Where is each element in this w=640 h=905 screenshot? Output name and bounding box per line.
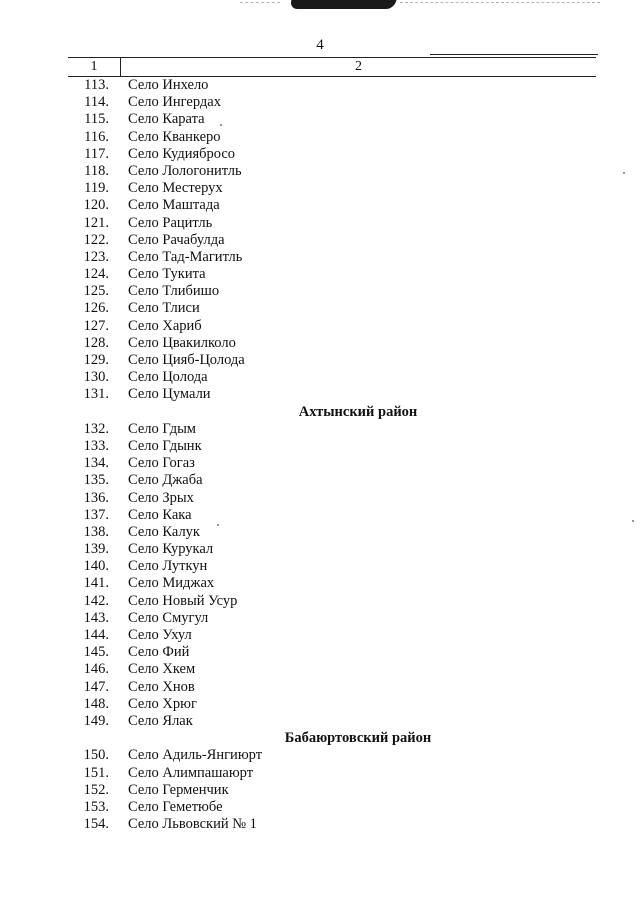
list-item — [0, 180, 640, 197]
list-item — [0, 524, 640, 541]
item-name: Село Ухул — [128, 627, 192, 643]
item-name: Село Герменчик — [128, 781, 229, 798]
list-item — [0, 249, 640, 266]
item-number: 120. — [83, 197, 109, 214]
item-number: 151. — [83, 764, 109, 781]
column-header-name: 2 — [355, 59, 362, 74]
item-number: 127. — [83, 317, 109, 334]
list-item — [0, 472, 640, 489]
list-item — [0, 335, 640, 352]
item-name: Село Лологонитль — [128, 162, 242, 179]
item-number: 119. — [84, 180, 109, 197]
item-number: 118. — [84, 162, 109, 179]
list-item — [0, 713, 640, 730]
page-number: 4 — [316, 37, 324, 53]
list-item — [0, 421, 640, 438]
list-item — [0, 352, 640, 369]
item-number: 134. — [83, 455, 109, 472]
list-item — [0, 266, 640, 283]
item-number: 123. — [83, 248, 109, 265]
list-item — [0, 575, 640, 592]
list-item — [0, 782, 640, 799]
item-number: 121. — [83, 214, 109, 231]
item-number: 114. — [84, 94, 109, 111]
scan-speck — [217, 524, 219, 526]
item-name: Село Хнов — [128, 678, 195, 695]
item-number: 152. — [83, 781, 109, 798]
item-name: Село Луткун — [128, 558, 208, 575]
item-number: 133. — [83, 437, 109, 454]
item-name: Село Цумали — [128, 386, 211, 403]
list-item — [0, 386, 640, 403]
item-name: Село Местерух — [128, 180, 223, 197]
item-name: Село Миджах — [128, 575, 215, 592]
item-name: Село Хрюг — [128, 695, 197, 712]
section-heading — [0, 730, 640, 747]
list-item — [0, 438, 640, 455]
list-item — [0, 644, 640, 661]
list-item — [0, 679, 640, 696]
item-name: Село Львовский № 1 — [128, 816, 257, 833]
item-number: 142. — [83, 592, 109, 609]
list-item — [0, 558, 640, 575]
list-item — [0, 94, 640, 111]
item-number: 138. — [83, 523, 109, 540]
item-name: Село Гогаз — [128, 455, 195, 472]
item-name: Село Тад-Магитль — [128, 248, 243, 265]
item-name: Село Смугул — [128, 609, 209, 626]
item-name: Село Фий — [128, 644, 190, 661]
list-item — [0, 610, 640, 627]
item-number: 146. — [83, 661, 109, 678]
item-name: Село Кудиябросо — [128, 145, 236, 162]
list-item — [0, 300, 640, 317]
list-item — [0, 799, 640, 816]
list-item — [0, 318, 640, 335]
section-heading — [0, 404, 640, 421]
item-number: 137. — [83, 506, 109, 523]
list-item — [0, 661, 640, 678]
item-number: 147. — [83, 678, 109, 695]
top-rule — [430, 54, 598, 55]
list-item — [0, 593, 640, 610]
list-item — [0, 77, 640, 94]
item-name: Село Маштада — [128, 197, 220, 214]
item-name: Село Хкем — [128, 661, 196, 678]
item-name: Село Инхело — [128, 77, 209, 93]
item-number: 125. — [83, 283, 109, 300]
list-item — [0, 696, 640, 713]
item-name: Село Тукита — [128, 266, 206, 283]
item-number: 128. — [83, 334, 109, 351]
item-name: Село Кака — [128, 506, 192, 523]
list-item — [0, 369, 640, 386]
item-number: 124. — [83, 266, 109, 283]
item-number: 116. — [84, 128, 109, 145]
item-name: Село Гдым — [128, 420, 196, 437]
settlement-list — [0, 77, 640, 833]
item-number: 113. — [84, 77, 109, 93]
item-name: Село Тлибишо — [128, 283, 220, 300]
scan-speck — [632, 520, 634, 522]
item-number: 135. — [83, 472, 109, 489]
list-item — [0, 490, 640, 507]
table-header — [68, 57, 596, 77]
item-name: Село Рацитль — [128, 214, 213, 231]
item-number: 130. — [83, 369, 109, 386]
item-name: Село Цолода — [128, 369, 208, 386]
list-item — [0, 541, 640, 558]
list-item — [0, 163, 640, 180]
section-title: Бабаюртовский район — [284, 730, 432, 747]
list-item — [0, 816, 640, 833]
list-item — [0, 232, 640, 249]
item-name: Село Новый Усур — [128, 592, 238, 609]
scan-artifact-smudge — [289, 0, 397, 9]
item-number: 136. — [83, 489, 109, 506]
item-number: 140. — [83, 558, 109, 575]
item-number: 145. — [83, 644, 109, 661]
section-title: Ахтынский район — [298, 403, 418, 420]
list-item — [0, 215, 640, 232]
item-number: 139. — [83, 541, 109, 558]
item-number: 150. — [83, 747, 109, 764]
item-name: Село Джаба — [128, 472, 203, 489]
item-number: 129. — [83, 352, 109, 368]
item-number: 117. — [84, 145, 109, 162]
list-item — [0, 765, 640, 782]
item-name: Село Алимпашаюрт — [128, 764, 254, 781]
item-number: 148. — [83, 695, 109, 712]
item-number: 131. — [83, 386, 109, 403]
list-item — [0, 627, 640, 644]
item-number: 126. — [83, 300, 109, 317]
list-item — [0, 146, 640, 163]
list-item — [0, 747, 640, 764]
scan-speck — [220, 124, 222, 126]
item-name: Село Карата — [128, 111, 205, 128]
list-item — [0, 455, 640, 472]
item-number: 143. — [83, 609, 109, 626]
item-name: Село Рачабулда — [128, 231, 225, 248]
item-number: 154. — [83, 816, 109, 833]
list-item — [0, 283, 640, 300]
item-number: 115. — [84, 111, 109, 128]
item-name: Село Адиль-Янгиюрт — [128, 747, 263, 764]
list-item — [0, 111, 640, 128]
list-item — [0, 197, 640, 214]
item-name: Село Ингердах — [128, 94, 221, 111]
item-name: Село Хариб — [128, 317, 202, 334]
scan-speck — [623, 172, 625, 174]
item-name: Село Курукал — [128, 541, 214, 558]
item-name: Село Зрых — [128, 489, 194, 506]
item-name: Село Кванкеро — [128, 128, 221, 145]
scan-artifact-dots — [400, 2, 600, 7]
item-number: 141. — [83, 575, 109, 592]
item-number: 144. — [83, 627, 109, 643]
item-name: Село Гдынк — [128, 437, 202, 454]
list-item — [0, 507, 640, 524]
column-header-number: 1 — [68, 58, 121, 76]
item-name: Село Цвакилколо — [128, 334, 236, 351]
item-name: Село Калук — [128, 523, 200, 540]
item-name: Село Геметюбе — [128, 798, 223, 815]
item-number: 132. — [83, 420, 109, 437]
item-number: 122. — [83, 231, 109, 248]
item-name: Село Цияб-Цолода — [128, 352, 245, 368]
list-item — [0, 129, 640, 146]
item-number: 149. — [83, 712, 109, 729]
scan-artifact-dots — [240, 2, 280, 7]
item-number: 153. — [83, 798, 109, 815]
item-name: Село Ялак — [128, 712, 193, 729]
item-name: Село Тлиси — [128, 300, 200, 317]
